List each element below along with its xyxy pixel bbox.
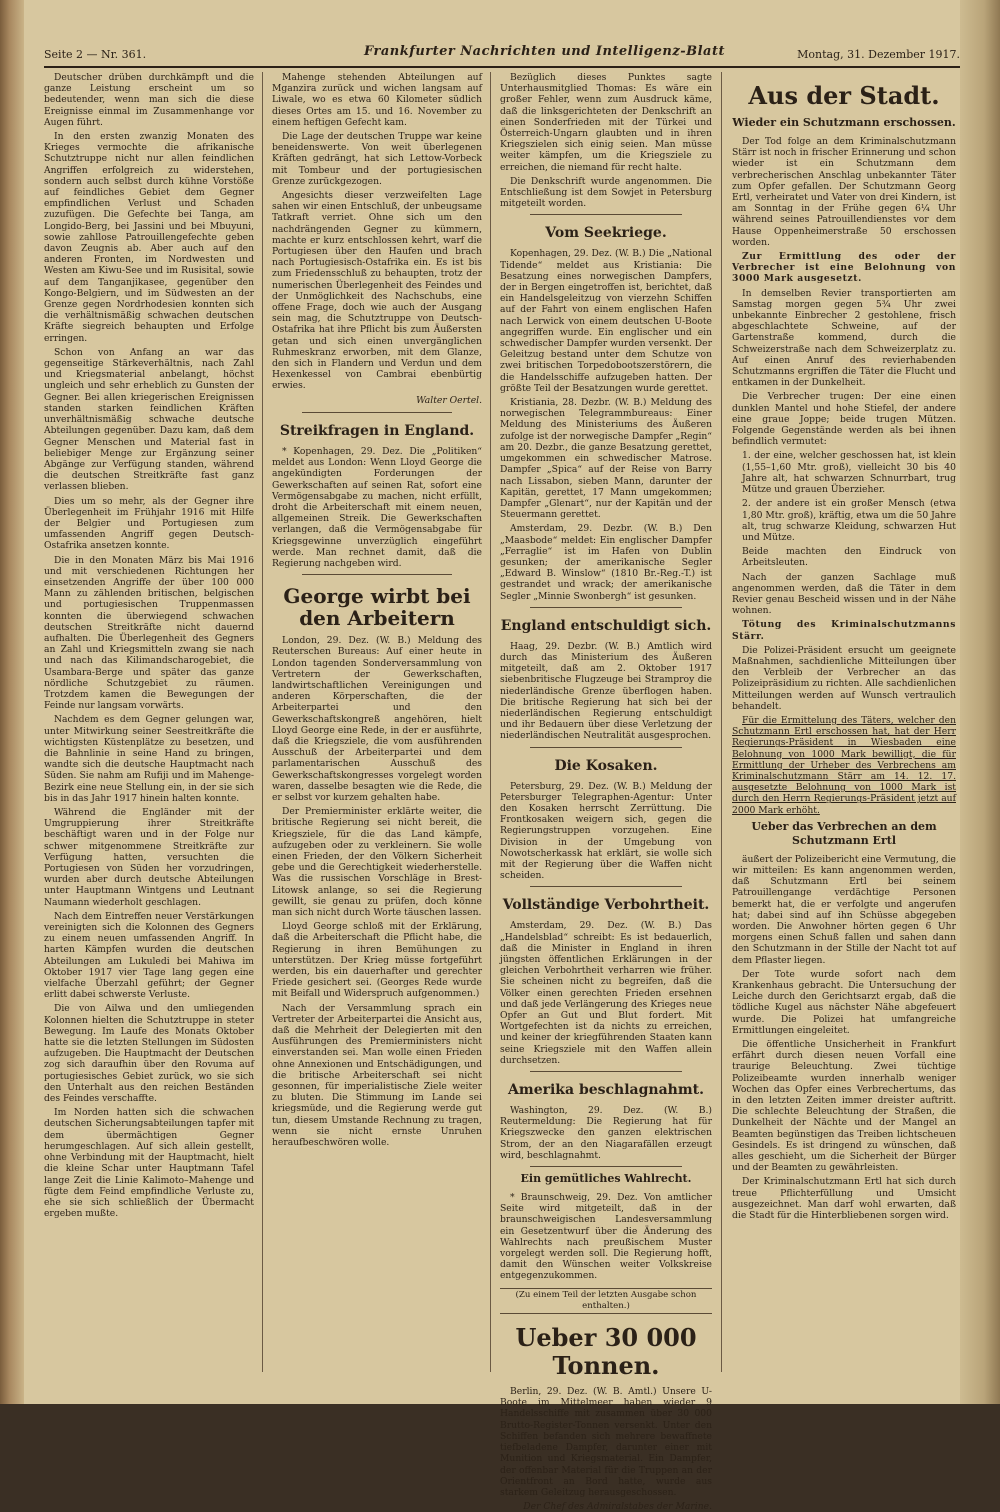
- headline-wahlrecht: Ein gemütliches Wahlrecht.: [520, 1172, 692, 1186]
- author-signature: Der Chef des Admiralstabes der Marine.: [523, 1501, 712, 1512]
- article-paragraph: Die von Ailwa und den umliegenden Kolonnen hielten die Schutztruppe in steter Bewegung. Im Laufe des Monats Oktober hatte sie die letzten Stellungen im Südosten aufzugeben. Die Hauptmacht der Deutschen zog sich daraufhin über den Rovuma auf portugiesisches Gebiet zurück, wo sie sich den Unterhalt aus den reichen Beständen des Feindes verschaffte.: [44, 1003, 254, 1105]
- headline-streikfragen: Streikfragen in England.: [279, 422, 475, 439]
- article-paragraph: Die Polizei-Präsident ersucht um geeignete Maßnahmen, sachdienliche Mitteilungen über den Verbleib der Verbrecher an das Polizeipräsidium zu richten. Alle sachdienlichen Mitteilungen werden auf Wunsch vertraulich behandelt.: [732, 644, 956, 712]
- article-paragraph: Der Tote wurde sofort nach dem Krankenhaus gebracht. Die Untersuchung der Leiche durch den Gerichtsarzt ergab, daß die tödliche Kugel aus nächster Nähe abgefeuert wurde. Die Polizei hat umfangreiche Ermittlungen eingeleitet.: [732, 968, 956, 1036]
- article-paragraph: In demselben Revier transportierten am Samstag morgen gegen 5¾ Uhr zwei unbekannte Einbrecher 2 gestohlene, frisch abgeschlachtete Schweine, auf der Gartenstraße kommend, durch die Schweizerstraße nach dem Schweizerplatz zu. Auf einen Anruf des revierhabenden Schutzmanns ergriffen die Täter die Flucht und entkamen in der Dunkelheit.: [732, 287, 956, 389]
- article-paragraph: Die in den Monaten März bis Mai 1916 und mit verschiedenen Richtungen her einsetzenden Angriffe der über 100 000 Mann zu zählenden britischen, belgischen und portugiesischen Truppenmassen konnten die überwiegend schwachen deutschen Streitkräfte nicht dauernd aufhalten. Die Überlegenheit des Gegners an Zahl und Kriegsmitteln zwang sie nach und nach das Kilimandscharogebiet, die Usambara-Berge und später das ganze nördliche Schutzgebiet zu räumen. Trotzdem kamen die Bewegungen der Feinde nur langsam vorwärts.: [44, 554, 254, 712]
- headline-ueber: Ueber das Verbrechen an dem Schutzmann Ertl: [751, 819, 937, 847]
- column-3: [500, 72, 712, 1512]
- divider: [530, 1166, 682, 1167]
- column-rule: [721, 72, 722, 1372]
- divider: [530, 607, 682, 608]
- headline-george: George wirbt bei den Arbeitern: [283, 584, 471, 631]
- article-paragraph: Berlin, 29. Dez. (W. B. Amtl.) Unsere U-Boote im Mittelmeer haben wieder 9 Handelsschiffe mit zusammen über 30 000 Brutto-Register-Tonnen versenkt. Unter den Schiffen befanden sich mehrere bewaffnete tiefbeladene Dampfer, darunter einer mit Munition und Kriegsmaterial. Ein Dampfer, der offenbar Material für die Truppen an der Orientfront an Bord hatte, wurde aus starkem Geleitzug herausgeschossen.: [500, 1386, 712, 1498]
- article-paragraph: Nach der Versammlung sprach ein Vertreter der Arbeiterpartei die Ansicht aus, daß die Mehrheit der Delegierten mit den Ausführungen des Premierministers nicht einverstanden sei. Man wolle einen Frieden ohne Annexionen und Entschädigungen, und die britische Arbeiterschaft sei nicht gesonnen, für imperialistische Ziele weiter zu bluten. Die Stimmung im Lande sei kriegsmüde, und die Regierung werde gut tun, diesem Umstande Rechnung zu tragen, wenn sie nicht ernste Unruhen heraufbeschwören wolle.: [272, 1002, 482, 1149]
- article-paragraph: Tötung des Kriminalschutzmanns Stärr.: [732, 619, 956, 642]
- divider: [302, 412, 452, 413]
- article-paragraph: Petersburg, 29. Dez. (W. B.) Meldung der Petersburger Telegraphen-Agentur: Unter den Kosaken herrscht Zerrüttung. Die Frontkosaken weigern sich, gegen die Regierungstruppen vorzugehen. Eine Division in der Umgebung von Nowotscherkassk hat erklärt, sie wolle sich mit der Regierung über die Waffen nicht scheiden.: [500, 780, 712, 882]
- article-paragraph: Die Verbrecher trugen: Der eine einen dunklen Mantel und hohe Stiefel, der andere eine graue Joppe; beide trugen Mützen. Folgende Gegenstände werden als bei ihnen befindlich vermutet:: [732, 391, 956, 448]
- divider: [530, 214, 682, 215]
- newspaper-title: Frankfurter Nachrichten und Intelligenz-Blatt: [364, 44, 725, 59]
- column-1: [44, 72, 254, 1372]
- article-paragraph: Angesichts dieser verzweifelten Lage sahen wir einen Entschluß, der unbeugsame Tatkraft verriet. Ohne sich um den nachdrängenden Gegner zu kümmern, machte er kurz entschlossen kehrt, warf die Portugiesen über den Haufen und brach nach Portugiesisch-Ostafrika ein. Es ist bis zum Friedensschluß zu behaupten, trotz der numerischen Überlegenheit des Feindes und der Unmöglichkeit des Nachschubs, eine offene Frage, doch wie auch der Ausgang sein mag, die Schutztruppe von Deutsch-Ostafrika hat ihre Pflicht bis zum Äußersten getan und sich einen unvergänglichen Ruhmeskranz erworben, mit dem Glanze, den sich in Flandern und Verdun und dem Hexenkessel von Cambrai ebenbürtig erwies.: [272, 190, 482, 392]
- article-paragraph: Der Premierminister erklärte weiter, die britische Regierung sei nicht bereit, die Kriegsziele, für die das Land kämpfe, aufzugeben oder zu verkleinern. Sie wolle einen Frieden, der den Völkern Sicherheit gebe und die Gerechtigkeit wiederherstelle. Was die russischen Vorschläge in Brest-Litowsk anlange, so sei die Regierung gewillt, sie genau zu prüfen, doch könne man sich nicht durch Worte täuschen lassen.: [272, 806, 482, 918]
- headline-england: England entschuldigt sich.: [500, 617, 712, 634]
- book-binding: [0, 0, 24, 1404]
- list-item: Beide machten den Eindruck von Arbeitsleuten.: [742, 546, 956, 569]
- article-paragraph: Deutscher drüben durchkämpft und die ganze Leistung erscheint um so bedeutender, wenn man sich die diese Ereignisse einmal im Zusammenhange vor Augen führt.: [44, 72, 254, 128]
- article-paragraph: Mahenge stehenden Abteilungen auf Mganzira zurück und wichen langsam auf Liwale, wo es etwa 60 Kilometer südlich dieses Ortes am 15. und 16. November zu einem heftigen Gefecht kam.: [272, 72, 482, 128]
- headline-kosaken: Die Kosaken.: [554, 757, 658, 774]
- article-paragraph: Washington, 29. Dez. (W. B.) Reutermeldung: Die Regierung hat für Kriegszwecke den ganzen elektrischen Strom, der an den Niagarafällen erzeugt wird, beschlagnahmt.: [500, 1105, 712, 1161]
- column-4: [732, 72, 956, 1372]
- column-rule: [262, 72, 263, 1372]
- article-paragraph: Nachdem es dem Gegner gelungen war, unter Mitwirkung seiner Seestreitkräfte die wichtigsten Küstenplätze zu besetzen, und die Bahnlinie in seine Hand zu bringen, wandte sich die deutsche Hauptmacht nach Süden. Sie nahm am Rufiji und im Mahenge-Bezirk eine neue Stellung ein, in der sie sich bis in das Jahr 1917 hinein halten konnte.: [44, 714, 254, 804]
- page-number: Seite 2 — Nr. 361.: [44, 48, 147, 61]
- article-paragraph: äußert der Polizeibericht eine Vermutung, die wir mitteilen: Es kann angenommen werden, daß Schutzmann Ertl bei seinem Patrouillengange verdächtige Personen bemerkt hat, die er verfolgte und angerufen hat; dabei sind auf ihn Schüsse abgegeben worden. Die Anwohner hörten gegen 6 Uhr morgens einen Schuß fallen und sahen dann den Schutzmann in der Stille der Nacht tot auf dem Pflaster liegen.: [732, 853, 956, 966]
- article-paragraph: * Braunschweig, 29. Dez. Von amtlicher Seite wird mitgeteilt, daß in der braunschweigischen Landesversammlung ein Gesetzentwurf über die Änderung des Wahlrechts nach preußischem Muster vorgelegt werden soll. Die Regierung hofft, damit den Wünschen weiter Volkskreise entgegenzukommen.: [500, 1192, 712, 1282]
- author-signature: Walter Oertel.: [416, 394, 482, 406]
- section-title: Aus der Stadt.: [748, 81, 940, 110]
- headline-schutzmann: Wieder ein Schutzmann erschossen.: [732, 116, 956, 129]
- article-paragraph: Die Lage der deutschen Truppe war keine beneidenswerte. Von weit überlegenen Kräften gedrängt, hat sich Lettow-Vorbeck mit Tombeur und der portugiesischen Grenze zurückgezogen.: [272, 131, 482, 187]
- article-paragraph: Amsterdam, 29. Dez. (W. B.) Das „Handelsblad“ schreibt: Es ist bedauerlich, daß die Minister in England in ihren jüngsten öffentlichen Erklärungen in der gleichen Verbohrtheit verharren wie früher. Sie scheinen nicht zu begreifen, daß die Völker einen gerechten Frieden ersehnen und daß jede Verlängerung des Krieges neue Opfer an Gut und Blut fordert. Mit Wortgefechten ist da nichts zu erreichen, und keiner der kriegführenden Staaten kann seine Kriegsziele mit den Waffen allein durchsetzen.: [500, 920, 712, 1066]
- article-paragraph: In den ersten zwanzig Monaten des Krieges vermochte die afrikanische Schutztruppe nicht nur allen feindlichen Angriffen erfolgreich zu widerstehen, sondern auch selbst durch kühne Vorstöße auf feindliches Gebiet dem Gegner empfindlichen Verlust und Schaden zuzufügen. Die Gefechte bei Tanga, am Longido-Berg, bei Jassini und bei Mbuyuni, sowie zahllose Patrouillengefechte geben davon Zeugnis ab. Aber auch auf den anderen Fronten, im Nordwesten und Westen am Kiwu-See und im Rusisital, sowie auf dem Tanganjikasee, gegenüber den Kongo-Belgiern, und im Südwesten an der Grenze gegen Nordrhodesien konnten sich die verhältnismäßig schwachen deutschen Kräfte siegreich behaupten und Erfolge erringen.: [44, 131, 254, 344]
- article-paragraph: Bezüglich dieses Punktes sagte Unterhausmitglied Thomas: Es wäre ein großer Fehler, wenn zum Ausdruck käme, daß die linksgerichteten der Denkschrift an einen Sonderfrieden mit der Türkei und Österreich-Ungarn glaubten und in ihren Kriegszielen sich einig seien. Man müsse weiter kämpfen, um die Kriegsziele zu erreichen, die niemand für recht halte.: [500, 72, 712, 173]
- article-paragraph: Während die Engländer mit der Umgruppierung ihrer Streitkräfte beschäftigt waren und in der Folge nur schwer mitgenommene Streitkräfte zur Verfügung hatten, versuchten die Portugiesen von Süden her vorzudringen, wurden aber durch deutsche Abteilungen unter Hauptmann Wintgens und Leutnant Naumann wiederholt geschlagen.: [44, 807, 254, 908]
- article-paragraph: Haag, 29. Dezbr. (W. B.) Amtlich wird durch das Ministerium des Äußeren mitgeteilt, daß am 2. Oktober 1917 siebenbritische Flugzeuge bei Stramproy die niederländische Grenze überflogen haben. Die britische Regierung hat sich bei der niederländischen Regierung entschuldigt und ihr Bedauern über diese Verletzung der niederländischen Neutralität ausgesprochen.: [500, 640, 712, 742]
- article-paragraph: Im Norden hatten sich die schwachen deutschen Sicherungsabteilungen tapfer mit dem übermächtigen Gegner herumgeschlagen. Auf sich allein gestellt, ohne Verbindung mit der Hauptmacht, hielt die kleine Schar unter Hauptmann Tafel lange Zeit die Linie Kalimoto–Mahenge und fügte dem Feind empfindliche Verluste zu, ehe sie sich schließlich der Übermacht ergeben mußte.: [44, 1107, 254, 1220]
- headline-verbohrtheit: Vollständige Verbohrtheit.: [502, 897, 710, 914]
- list-item: 2. der andere ist ein großer Mensch (etwa 1,80 Mtr. groß), kräftig, etwa um die 50 Jahre alt, trug schwarze Kleidung, schwarzen Hut und Mütze.: [742, 498, 956, 543]
- article-paragraph: Nach dem Eintreffen neuer Verstärkungen vereinigten sich die Kolonnen des Gegners zu einem neuen umfassenden Angriff. In harten Kämpfen wurden die deutschen Abteilungen am Lukuledi bei Mahiwa im Oktober 1917 vier Tage lang gegen eine vielfache Überzahl geführt; der Gegner erlitt dabei schwerste Verluste.: [44, 910, 254, 1001]
- divider: [530, 747, 682, 748]
- page-edge: [960, 0, 1000, 1404]
- headline-seekriege: Vom Seekriege.: [545, 225, 667, 242]
- headline-tonnen: Ueber 30 000 Tonnen.: [515, 1323, 697, 1381]
- headline-amerika: Amerika beschlagnahmt.: [508, 1082, 704, 1099]
- article-paragraph: London, 29. Dez. (W. B.) Meldung des Reuterschen Bureaus: Auf einer heute in London tagenden Sonderversammlung von Vertretern der Gewerkschaften, landwirtschaftlichen Vereinigungen und anderen Körperschaften, die der Arbeiterpartei und den Gewerkschaftskongreß angehören, hielt Lloyd George eine Rede, in der er ausführte, daß die Kriegsziele, die vom ausführenden Ausschuß der Arbeiterpartei und dem parlamentarischen Ausschuß des Gewerkschaftskongresses vorgelegt worden waren, dasselbe besagten wie die Rede, die er selbst vor kurzem gehalten habe.: [272, 635, 482, 803]
- article-paragraph: Für die Ermittelung des Täters, welcher den Schutzmann Ertl erschossen hat, hat der Herr Regierungs-Präsident in Wiesbaden eine Belohnung von 1000 Mark bewilligt, die für Ermittlung der Urheber des Verbrechens am Kriminalschutzmann Stärr am 14. 12. 17. ausgesetzte Belohnung von 1000 Mark ist durch den Herrn Regierungs-Präsident jetzt auf 2000 Mark erhöht.: [732, 714, 956, 816]
- article-paragraph: Der Tod folge an dem Kriminalschutzmann Stärr ist noch in frischer Erinnerung und schon wieder ist ein Schutzmann dem verbrecherischen Anschlag unbekannter Täter zum Opfer gefallen. Der Schutzmann Georg Ertl, verheiratet und Vater von drei Kindern, ist am Sonntag in der Frühe gegen 6¼ Uhr während seines Patrouillendienstes vor dem Hause Oppenheimerstraße 50 erschossen worden.: [732, 136, 956, 248]
- article-paragraph: Nach der ganzen Sachlage muß angenommen werden, daß die Täter in dem Revier genau Bescheid wissen und in der Nähe wohnen.: [732, 571, 956, 617]
- article-paragraph: Der Kriminalschutzmann Ertl hat sich durch treue Pflichterfüllung und Umsicht ausgezeichnet. Man darf wohl erwarten, daß die Stadt für die Hinterbliebenen sorgen wird.: [732, 1176, 956, 1222]
- article-paragraph: Kristiania, 28. Dezbr. (W. B.) Meldung des norwegischen Telegrammbureaus: Einer Meldung des Ministeriums des Äußeren zufolge ist der norwegische Dampfer „Regin“ am 20. Dezbr., die ganze Besatzung gerettet, umgekommen ein schwedischer Matrose. Dampfer „Spica“ auf der Reise von Barry nach Lissabon, sieben Mann, darunter der Kapitän, gerettet, 17 Mann umgekommen; Dampfer „Glenart“, nur der Kapitän und der Steuermann gerettet.: [500, 397, 712, 521]
- divider: [530, 1071, 682, 1072]
- article-paragraph: Lloyd George schloß mit der Erklärung, daß die Arbeiterschaft die Pflicht habe, die Regierung in ihren Bemühungen zu unterstützen. Der Krieg müsse fortgeführt werden, bis ein dauerhafter und gerechter Friede gesichert sei. (Georges Rede wurde mit Beifall und Widerspruch aufgenommen.): [272, 921, 482, 1000]
- article-paragraph: Dies um so mehr, als der Gegner ihre Überlegenheit im Frühjahr 1916 mit Hilfe der Belgier und Portugiesen zum umfassenden Angriff gegen Deutsch-Ostafrika ansetzen konnte.: [44, 495, 254, 552]
- column-rule: [490, 72, 491, 1372]
- article-paragraph: Die öffentliche Unsicherheit in Frankfurt erfährt durch diesen neuen Vorfall eine traurige Beleuchtung. Zwei tüchtige Polizeibeamte wurden innerhalb weniger Wochen das Opfer eines Verbrechertums, das in den letzten Zeiten immer dreister auftritt. Die schlechte Beleuchtung der Straßen, die Dunkelheit der Nächte und der Mangel an Beamten begünstigen das Treiben lichtscheuen Gesindels. Es ist dringend zu wünschen, daß alles geschieht, um die Sicherheit der Bürger und der Beamten zu gewährleisten.: [732, 1039, 956, 1174]
- article-paragraph: Die Denkschrift wurde angenommen. Die Entschließung ist dem Sowjet in Petersburg mitgeteilt worden.: [500, 175, 712, 210]
- divider: [530, 886, 682, 887]
- column-2: [272, 72, 482, 1372]
- masthead: [44, 44, 960, 68]
- issue-date: Montag, 31. Dezember 1917.: [797, 48, 960, 61]
- list-item: 1. der eine, welcher geschossen hat, ist klein (1,55–1,60 Mtr. groß), vielleicht 30 bis 40 Jahre alt, hat schwarzen Schnurrbart, trug Mütze und grauen Überzieher.: [742, 450, 956, 496]
- article-paragraph: Amsterdam, 29. Dezbr. (W. B.) Den „Maasbode“ meldet: Ein englischer Dampfer „Ferraglie“ ist im Hafen von Dublin gesunken; der amerikanische Segler „Edward B. Winslow“ (1810 Br.-Reg.-T.) ist gestrandet und wrack; der amerikanische Segler „Minnie Swonbergh“ ist gesunken.: [500, 523, 712, 602]
- article-paragraph: * Kopenhagen, 29. Dez. Die „Politiken“ meldet aus London: Wenn Lloyd George die angekündigten Forderungen der Gewerkschaften auf seinen Rat, sofort eine Vermögensabgabe zu machen, nicht erfüllt, droht die Arbeiterschaft mit einem neuen, allgemeinen Streik. Die Gewerkschaften verlangen, daß die Vermögensabgabe für Kriegsgewinne unverzüglich eingeführt werde. Man rechnet damit, daß die Regierung nachgeben wird.: [272, 445, 482, 569]
- divider: [302, 574, 452, 575]
- article-paragraph: Kopenhagen, 29. Dez. (W. B.) Die „National Tidende“ meldet aus Kristiania: Die Besatzung eines norwegischen Dampfers, der in Bergen eingetroffen ist, berichtet, daß ein Handelsgeleitzug von vierzehn Schiffen auf der Fahrt von einem englischen Hafen nach Lerwick von einem deutschen U-Boote angegriffen wurde. Ein englischer und ein schwedischer Dampfer wurden versenkt. Der Geleitzug bestand unter dem Schutze von zwei britischen Torpedobootszerstörern, die die Handelsschiffe aufzugeben hatten. Der größte Teil der Besatzungen wurde gerettet.: [500, 248, 712, 394]
- article-paragraph: Schon von Anfang an war das gegenseitige Stärkeverhältnis, nach Zahl und Kriegsmaterial anbelangt, höchst ungleich und sehr erheblich zu Gunsten der Gegner. Bei allen kriegerischen Ereignissen standen starken feindlichen Kräften unverhältnismäßig schwache deutsche Abteilungen gegenüber. Dazu kam, daß dem Gegner Menschen und Material fast in beliebiger Menge zur Ergänzung seiner Abgänge zur Verfügung standen, während die deutschen Streitkräfte fast ganz verlassen blieben.: [44, 346, 254, 493]
- article-paragraph: Zur Ermittlung des oder der Verbrecher ist eine Belohnung von 3000 Mark ausgesetzt.: [732, 251, 956, 285]
- edition-note: (Zu einem Teil der letzten Ausgabe schon enthalten.): [500, 1288, 712, 1314]
